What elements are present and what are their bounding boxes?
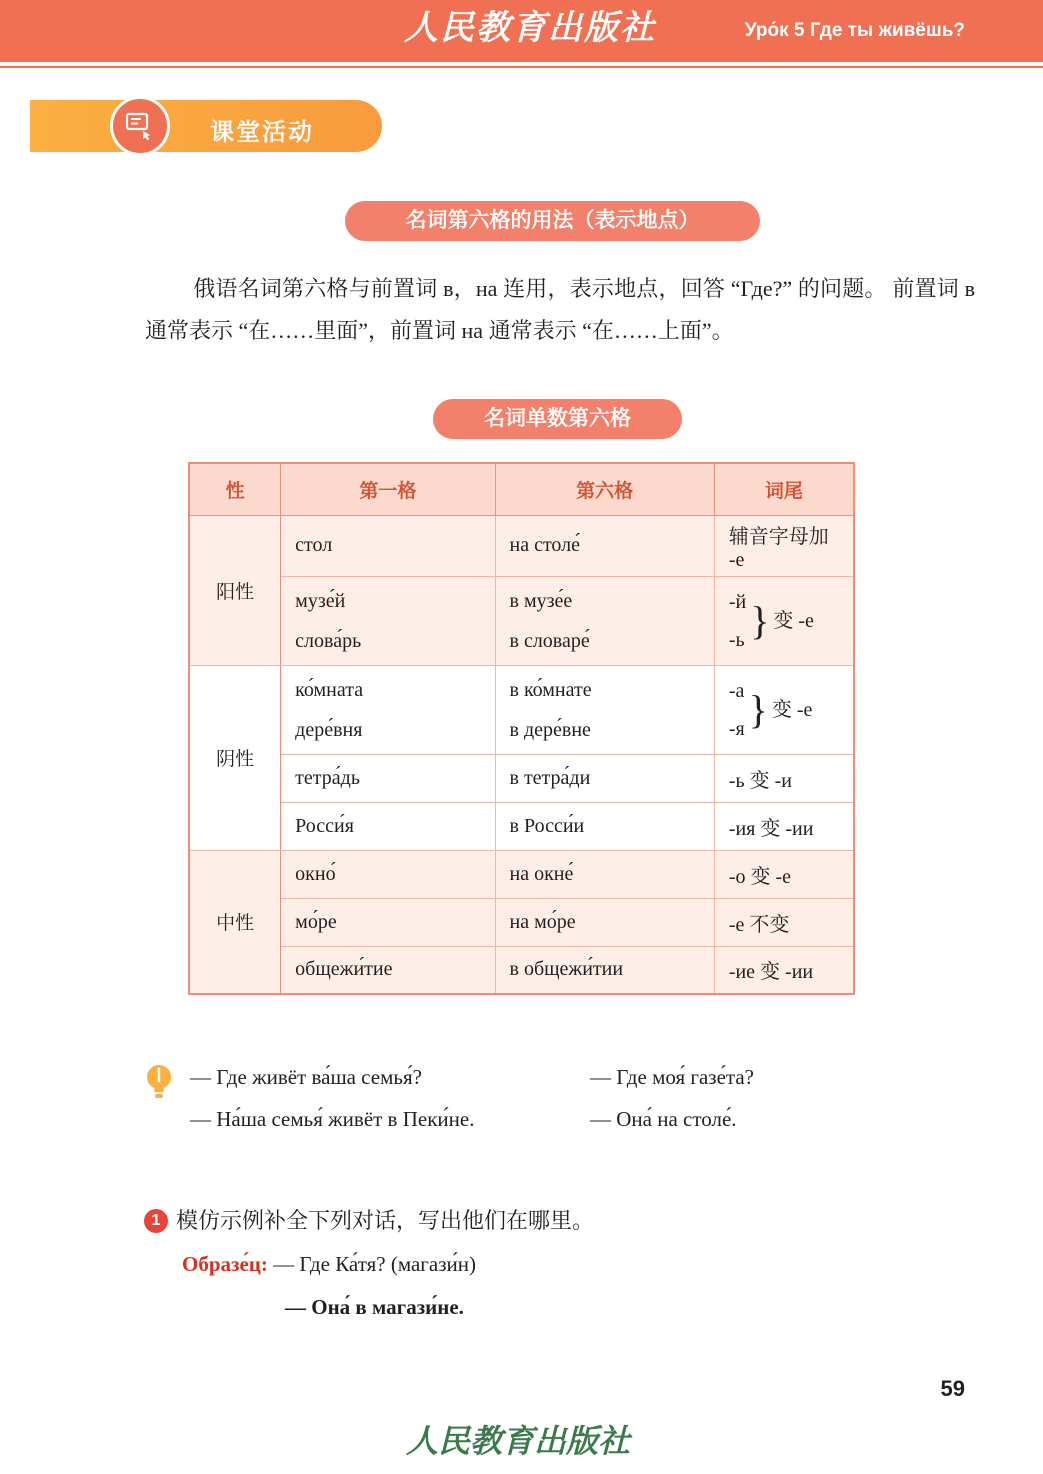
exercise-number-badge: 1 bbox=[144, 1209, 168, 1233]
ending-cell: -ие 变 -ии bbox=[714, 946, 854, 994]
ending-cell bbox=[714, 665, 854, 754]
prepositional-cell: на мо́ре bbox=[495, 898, 714, 946]
brace-icon: } bbox=[750, 597, 770, 643]
column-header-nominative: 第一格 bbox=[281, 463, 495, 515]
ending-part: -я bbox=[728, 717, 745, 740]
table-row bbox=[189, 576, 854, 665]
ending-cell: -о 变 -е bbox=[714, 850, 854, 898]
activity-label: 课堂活动 bbox=[210, 119, 314, 146]
table-row bbox=[189, 754, 854, 802]
ending-cell: -ия 变 -ии bbox=[714, 802, 854, 850]
example-dialogue bbox=[190, 1056, 950, 1140]
ending-result: 变 -е bbox=[773, 609, 814, 632]
exercise-model bbox=[182, 1252, 476, 1277]
ending-cell: -е 不变 bbox=[714, 898, 854, 946]
brace-icon: } bbox=[748, 686, 768, 732]
table-row bbox=[189, 515, 854, 576]
dialogue-answer-right: — Она́ на столе́. bbox=[590, 1107, 737, 1131]
ending-part: -ь bbox=[728, 628, 745, 651]
model-answer: — Она́ в магази́не. bbox=[285, 1295, 464, 1319]
section-title-usage: 名词第六格的用法（表示地点） bbox=[345, 201, 760, 241]
dialogue-answer-left: — На́ша семья́ живёт в Пеки́не. bbox=[190, 1107, 475, 1131]
lesson-title: Уро́к 5 Где ты живёшь? bbox=[744, 20, 965, 41]
ending-cell: 辅音字母加 -е bbox=[714, 515, 854, 576]
explanation-paragraph bbox=[145, 268, 975, 352]
nominative-line: дере́вня bbox=[295, 718, 363, 741]
nominative-cell: стол bbox=[281, 515, 495, 576]
column-header-gender: 性 bbox=[189, 463, 281, 515]
ending-cell: -ь 变 -и bbox=[714, 754, 854, 802]
section-title-table: 名词单数第六格 bbox=[433, 399, 682, 439]
table-row bbox=[189, 802, 854, 850]
ending-result: 变 -е bbox=[771, 698, 813, 721]
column-header-prepositional: 第六格 bbox=[495, 463, 714, 515]
gender-cell-feminine: 阴性 bbox=[189, 665, 281, 850]
column-header-ending: 词尾 bbox=[714, 463, 854, 515]
nominative-cell bbox=[281, 576, 495, 665]
prepositional-case-table bbox=[188, 462, 855, 995]
prepositional-cell: в тетра́ди bbox=[495, 754, 714, 802]
nominative-cell: мо́ре bbox=[281, 898, 495, 946]
paragraph-line-1: 俄语名词第六格与前置词 в，на 连用，表示地点，回答 “Где?” 的问题。 bbox=[193, 276, 887, 301]
dialogue-question-left: — Где живёт ва́ша семья́? bbox=[190, 1065, 422, 1089]
table-row bbox=[189, 898, 854, 946]
prepositional-line: в дере́вне bbox=[509, 718, 591, 741]
nominative-line: ко́мната bbox=[295, 678, 364, 701]
header-divider bbox=[0, 66, 1043, 68]
prepositional-line: в ко́мнате bbox=[509, 678, 592, 701]
nominative-line: музе́й bbox=[295, 589, 346, 612]
table-row bbox=[189, 665, 854, 754]
gender-cell-masculine: 阳性 bbox=[189, 515, 281, 665]
ending-part: -а bbox=[728, 679, 745, 702]
exercise-instruction: 模仿示例补全下列对话，写出他们在哪里。 bbox=[176, 1208, 595, 1233]
nominative-cell: Росси́я bbox=[281, 802, 495, 850]
presentation-board-icon bbox=[124, 110, 156, 142]
prepositional-line: в словаре́ bbox=[509, 629, 590, 652]
table-row bbox=[189, 850, 854, 898]
page-number: 59 bbox=[940, 1376, 965, 1401]
nominative-line: слова́рь bbox=[295, 629, 362, 652]
prepositional-cell: в общежи́тии bbox=[495, 946, 714, 994]
nominative-cell bbox=[281, 665, 495, 754]
prepositional-cell bbox=[495, 576, 714, 665]
nominative-cell: тетра́дь bbox=[281, 754, 495, 802]
lightbulb-icon bbox=[142, 1062, 176, 1102]
table-row bbox=[189, 946, 854, 994]
nominative-cell: окно́ bbox=[281, 850, 495, 898]
prepositional-line: в музе́е bbox=[509, 589, 573, 612]
prepositional-cell: в Росси́и bbox=[495, 802, 714, 850]
model-label: Образе́ц: bbox=[182, 1252, 268, 1276]
ending-cell bbox=[714, 576, 854, 665]
prepositional-cell: на окне́ bbox=[495, 850, 714, 898]
paragraph-line-2: 前置词 в 通常表示 “在……里面”，前置词 на 通常表示 “在……上面”。 bbox=[145, 276, 975, 343]
model-question: — Где Ка́тя? (магази́н) bbox=[273, 1252, 476, 1276]
gender-cell-neuter: 中性 bbox=[189, 850, 281, 994]
table-header-row bbox=[189, 463, 854, 515]
dialogue-question-right: — Где моя́ газе́та? bbox=[590, 1065, 754, 1089]
publisher-logo-header: 人民教育出版社 bbox=[404, 10, 656, 47]
prepositional-cell bbox=[495, 665, 714, 754]
dialogue-row bbox=[190, 1098, 950, 1140]
activity-banner bbox=[30, 100, 382, 152]
publisher-logo-footer: 人民教育出版社 bbox=[405, 1423, 630, 1459]
ending-part: -й bbox=[728, 590, 747, 613]
dialogue-row bbox=[190, 1056, 950, 1098]
nominative-cell: общежи́тие bbox=[281, 946, 495, 994]
prepositional-cell: на столе́ bbox=[495, 515, 714, 576]
